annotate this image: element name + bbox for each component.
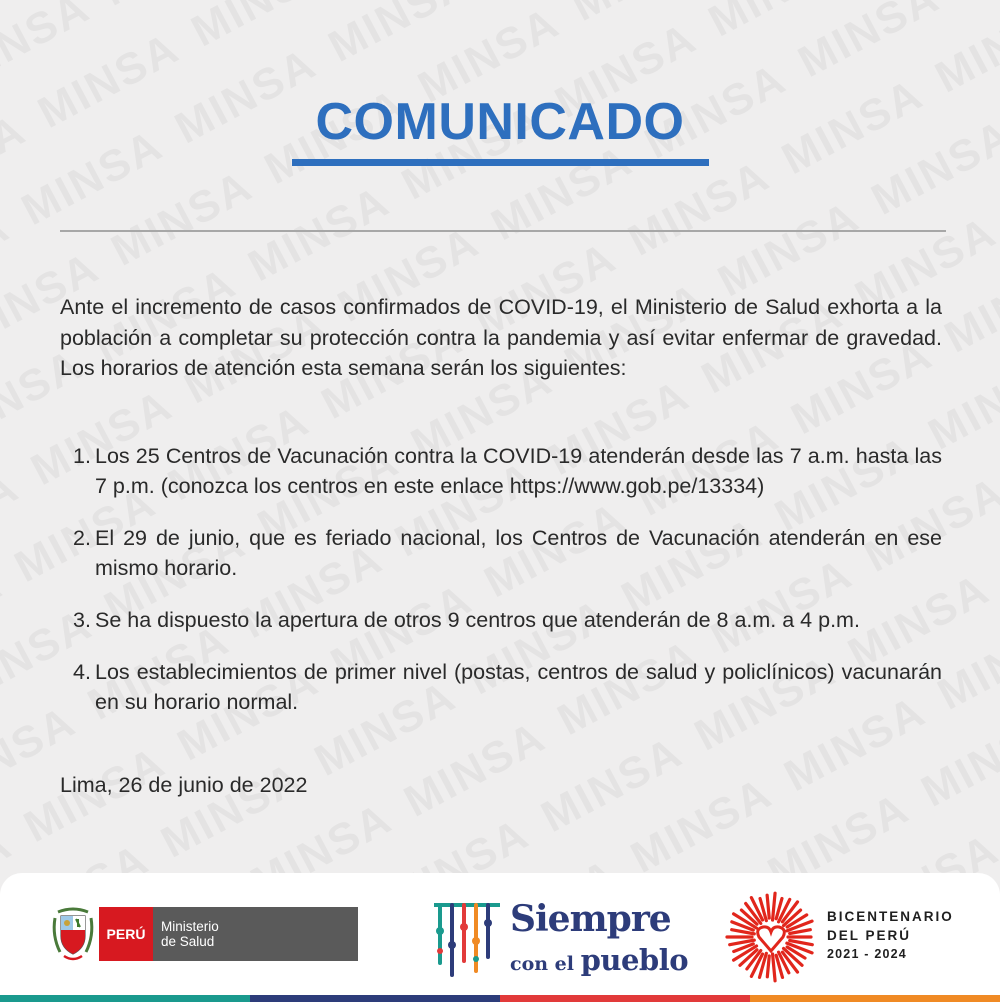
watermark-word xyxy=(468,0,639,3)
stripe-red xyxy=(500,995,750,1002)
schedule-list xyxy=(60,441,942,739)
sunburst-ray xyxy=(767,895,769,918)
sunburst-ray xyxy=(767,956,769,977)
list-item-text: El 29 de junio, que es feriado nacional, los Centros de Vacunación atenderán en ese mismo horario. xyxy=(95,526,942,580)
list-item-number: 2. xyxy=(73,526,91,550)
gov-logo xyxy=(50,906,358,962)
watermark-word xyxy=(557,0,728,44)
watermark-word xyxy=(0,0,121,13)
title-underline xyxy=(292,159,709,166)
list-item-text: Los establecimientos de primer nivel (postas, centros de salud y policlínicos) vacunarán en su horario normal. xyxy=(95,660,942,714)
watermark-row xyxy=(0,0,1000,493)
list-item-number: 1. xyxy=(73,444,91,468)
list-item xyxy=(60,523,942,583)
footer xyxy=(0,873,1000,1002)
watermark-word xyxy=(997,730,1000,870)
ministry-line1: Ministerio xyxy=(161,919,219,934)
sunburst-ray xyxy=(773,893,775,920)
list-item xyxy=(60,605,942,635)
red-sunburst-icon xyxy=(725,891,817,983)
stripe-navy xyxy=(250,995,500,1002)
hanging-strings-icon xyxy=(432,901,502,981)
stripe-teal xyxy=(0,995,250,1002)
list-item-text: Los 25 Centros de Vacunación contra la COVID-19 atenderán desde las 7 a.m. hasta las 7 p.m. (conozca los centros en este enlace https://www.gob.pe/13334) xyxy=(95,444,942,498)
watermark-word xyxy=(0,450,34,590)
date-line: Lima, 26 de junio de 2022 xyxy=(60,773,308,797)
sunburst-heart xyxy=(758,927,785,951)
siempre-subtitle xyxy=(510,943,688,977)
watermark-word xyxy=(87,0,258,29)
sunburst-ray xyxy=(773,954,775,981)
peru-coat-of-arms-icon xyxy=(50,906,96,962)
ministry-line2: de Salud xyxy=(161,934,215,949)
stripe-orange xyxy=(750,995,1000,1002)
list-item-number: 3. xyxy=(73,608,91,632)
watermark-word xyxy=(0,547,17,687)
watermark-word xyxy=(937,0,1000,19)
page-title: COMUNICADO xyxy=(315,93,685,151)
ministry-label xyxy=(153,907,358,961)
bicentenario-logo xyxy=(725,891,965,985)
watermark-word xyxy=(177,0,348,70)
bicentenario-line1: BICENTENARIO xyxy=(827,909,954,924)
watermark-word xyxy=(694,0,865,60)
bicentenario-line3: 2021 - 2024 xyxy=(827,947,907,961)
bicentenario-text xyxy=(827,909,954,961)
siempre-title: Siempre xyxy=(510,898,671,940)
watermark-word xyxy=(987,470,1000,610)
divider xyxy=(60,230,946,232)
watermark-word xyxy=(234,164,405,304)
color-stripes xyxy=(0,995,1000,1002)
list-item-number: 4. xyxy=(73,660,91,684)
siempre-subtitle-b: pueblo xyxy=(580,943,689,977)
intro-paragraph: Ante el incremento de casos confirmados de COVID-19, el Ministerio de Salud exhorta a la población a completar su protección contra la pandemia y así evitar enfermar de gravedad. Los horarios de atención esta semana serán los siguientes: xyxy=(60,295,942,380)
watermark-word xyxy=(97,149,268,289)
watermark-word xyxy=(314,0,485,85)
watermark-word xyxy=(147,741,318,881)
siempre-logo xyxy=(432,895,689,985)
bicentenario-line2: DEL PERÚ xyxy=(827,928,912,943)
watermark-word xyxy=(0,190,24,330)
list-item xyxy=(60,657,942,717)
watermark-word xyxy=(784,0,955,100)
peru-label: PERÚ xyxy=(99,907,153,961)
list-item-text: Se ha dispuesto la apertura de otros 9 centros que atenderán de 8 a.m. a 4 p.m. xyxy=(95,608,860,632)
list-item xyxy=(60,441,942,501)
siempre-subtitle-a: con el xyxy=(510,953,581,975)
